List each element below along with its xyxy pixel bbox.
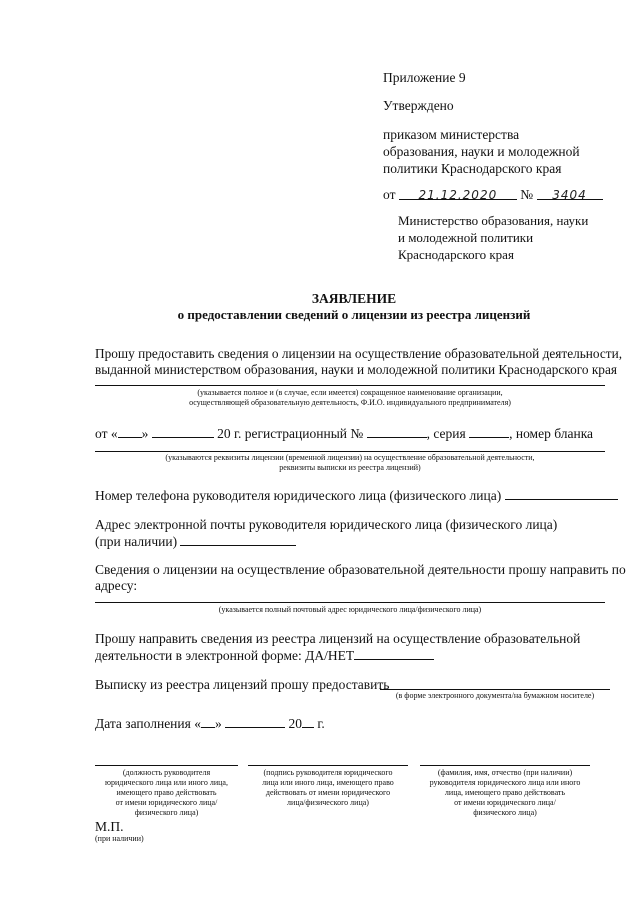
postal-address-field[interactable] xyxy=(95,602,605,603)
blank-number-label: , номер бланка xyxy=(509,426,594,441)
email-line-2 xyxy=(95,532,296,550)
addressee-line-3: Краснодарского края xyxy=(398,247,514,262)
signature-col-3-hint-4: от имени юридического лица/ xyxy=(454,798,556,807)
email-line-1: Адрес электронной почты руководителя юридического лица (физического лица) xyxy=(95,517,558,532)
extract-format-field[interactable] xyxy=(380,689,610,690)
form-subtitle: о предоставлении сведений о лицензии из реестра лицензий xyxy=(177,307,531,322)
series-field[interactable] xyxy=(469,424,509,438)
fill-year-prefix: 20 xyxy=(288,716,302,731)
number-label: № xyxy=(520,187,534,202)
request-line-2: выданной министерством образования, науки и молодежной политики Краснодарского края xyxy=(95,362,617,377)
order-line-2: образования, науки и молодежной xyxy=(383,144,580,159)
signature-col-3-hint-2: руководителя юридического лица или иного xyxy=(429,778,581,787)
reg-quote-close: » xyxy=(141,426,149,441)
fill-date-line xyxy=(95,714,325,732)
signature-col-2-hint-3: действовать от имени юридического xyxy=(265,788,391,797)
signature-col-3-hint-1: (фамилия, имя, отчество (при наличии) xyxy=(437,768,573,777)
signature-col-2-hint-4: лица/физического лица) xyxy=(287,798,369,807)
registration-line xyxy=(95,424,593,442)
extract-hint: (в форме электронного документа/на бумажном носителе) xyxy=(395,691,595,700)
electronic-choice-field[interactable] xyxy=(354,646,434,660)
electronic-label: деятельности в электронной форме: ДА/НЕТ xyxy=(95,648,355,663)
order-date-value: 21.12.2020 xyxy=(418,188,498,202)
reg-day-field[interactable] xyxy=(118,424,142,438)
fill-month-field[interactable] xyxy=(225,714,285,728)
addressee-line-2: и молодежной политики xyxy=(398,230,534,245)
blank-number-field[interactable] xyxy=(95,451,605,452)
signature-col-2-hint-1: (подпись руководителя юридического xyxy=(263,768,393,777)
reg-year-prefix: 20 xyxy=(217,426,231,441)
fill-year-suffix: г. xyxy=(317,716,325,731)
stamp-hint: (при наличии) xyxy=(95,834,144,843)
signature-col-3-hint-3: лица, имеющего право действовать xyxy=(444,788,566,797)
registration-hint-1: (указываются реквизиты лицензии (временной лицензии) на осуществление образовательной деятельности, xyxy=(165,453,535,462)
order-date-field xyxy=(399,186,517,200)
electronic-line-1: Прошу направить сведения из реестра лицензий на осуществление образовательной xyxy=(95,631,581,646)
electronic-line-2 xyxy=(95,646,434,664)
signature-col-1-hint-4: от имени юридического лица/ xyxy=(115,798,218,807)
signature-col-1-hint-3: имеющего право действовать xyxy=(116,788,217,797)
fill-quote-close: » xyxy=(214,716,222,731)
fill-day-field[interactable] xyxy=(201,714,215,728)
email-field[interactable] xyxy=(180,532,296,546)
position-signature-line[interactable] xyxy=(95,765,238,766)
phone-line xyxy=(95,486,618,504)
request-line-1: Прошу предоставить сведения о лицензии на осуществление образовательной деятельности, xyxy=(95,346,623,361)
extract-line xyxy=(95,676,389,693)
reg-number-field[interactable] xyxy=(367,424,427,438)
phone-field[interactable] xyxy=(505,486,618,500)
signature-col-1-hint-1: (должность руководителя xyxy=(122,768,211,777)
signature-col-1-hint-2: юридического лица или иного лица, xyxy=(105,778,228,787)
fill-date-label: Дата заполнения « xyxy=(95,716,201,731)
organization-name-field[interactable] xyxy=(95,385,605,386)
signature-line[interactable] xyxy=(248,765,408,766)
extract-label: Выписку из реестра лицензий прошу предоставить xyxy=(95,677,390,692)
organization-hint-2: осуществляющей образовательную деятельность, Ф.И.О. индивидуального предпринимателя) xyxy=(189,398,511,407)
form-title: ЗАЯВЛЕНИЕ xyxy=(311,291,397,306)
phone-label: Номер телефона руководителя юридического лица (физического лица) xyxy=(95,488,502,503)
approved-label: Утверждено xyxy=(383,98,454,113)
registration-hint-2: реквизиты выписки из реестра лицензий) xyxy=(279,463,421,472)
reg-year-suffix: г. регистрационный № xyxy=(233,426,364,441)
reg-month-field[interactable] xyxy=(152,424,214,438)
signature-col-3-hint-5: физического лица) xyxy=(473,808,537,817)
series-label: , серия xyxy=(426,426,466,441)
order-line-3: политики Краснодарского края xyxy=(383,161,562,176)
reg-from-label: от « xyxy=(95,426,118,441)
address-line-2: адресу: xyxy=(95,578,138,593)
address-line-1: Сведения о лицензии на осуществление образовательной деятельности прошу направить по xyxy=(95,562,626,577)
stamp-label: М.П. xyxy=(95,819,124,834)
organization-hint-1: (указывается полное и (в случае, если имеется) сокращенное наименование организации, xyxy=(197,388,503,397)
email-optional-label: (при наличии) xyxy=(95,534,178,549)
order-date-line xyxy=(383,186,603,203)
address-hint: (указывается полный почтовый адрес юридического лица/физического лица) xyxy=(218,605,482,614)
full-name-signature-line[interactable] xyxy=(420,765,590,766)
order-line-1: приказом министерства xyxy=(383,127,520,142)
fill-year-field[interactable] xyxy=(302,714,314,728)
signature-col-2-hint-2: лица или иного лица, имеющего право xyxy=(262,778,394,787)
signature-col-1-hint-5: физического лица) xyxy=(134,808,199,817)
from-label: от xyxy=(383,187,396,202)
addressee-line-1: Министерство образования, науки xyxy=(398,213,589,228)
appendix-label: Приложение 9 xyxy=(383,70,466,85)
order-number-field xyxy=(537,186,603,200)
order-number-value: 3404 xyxy=(552,188,587,202)
